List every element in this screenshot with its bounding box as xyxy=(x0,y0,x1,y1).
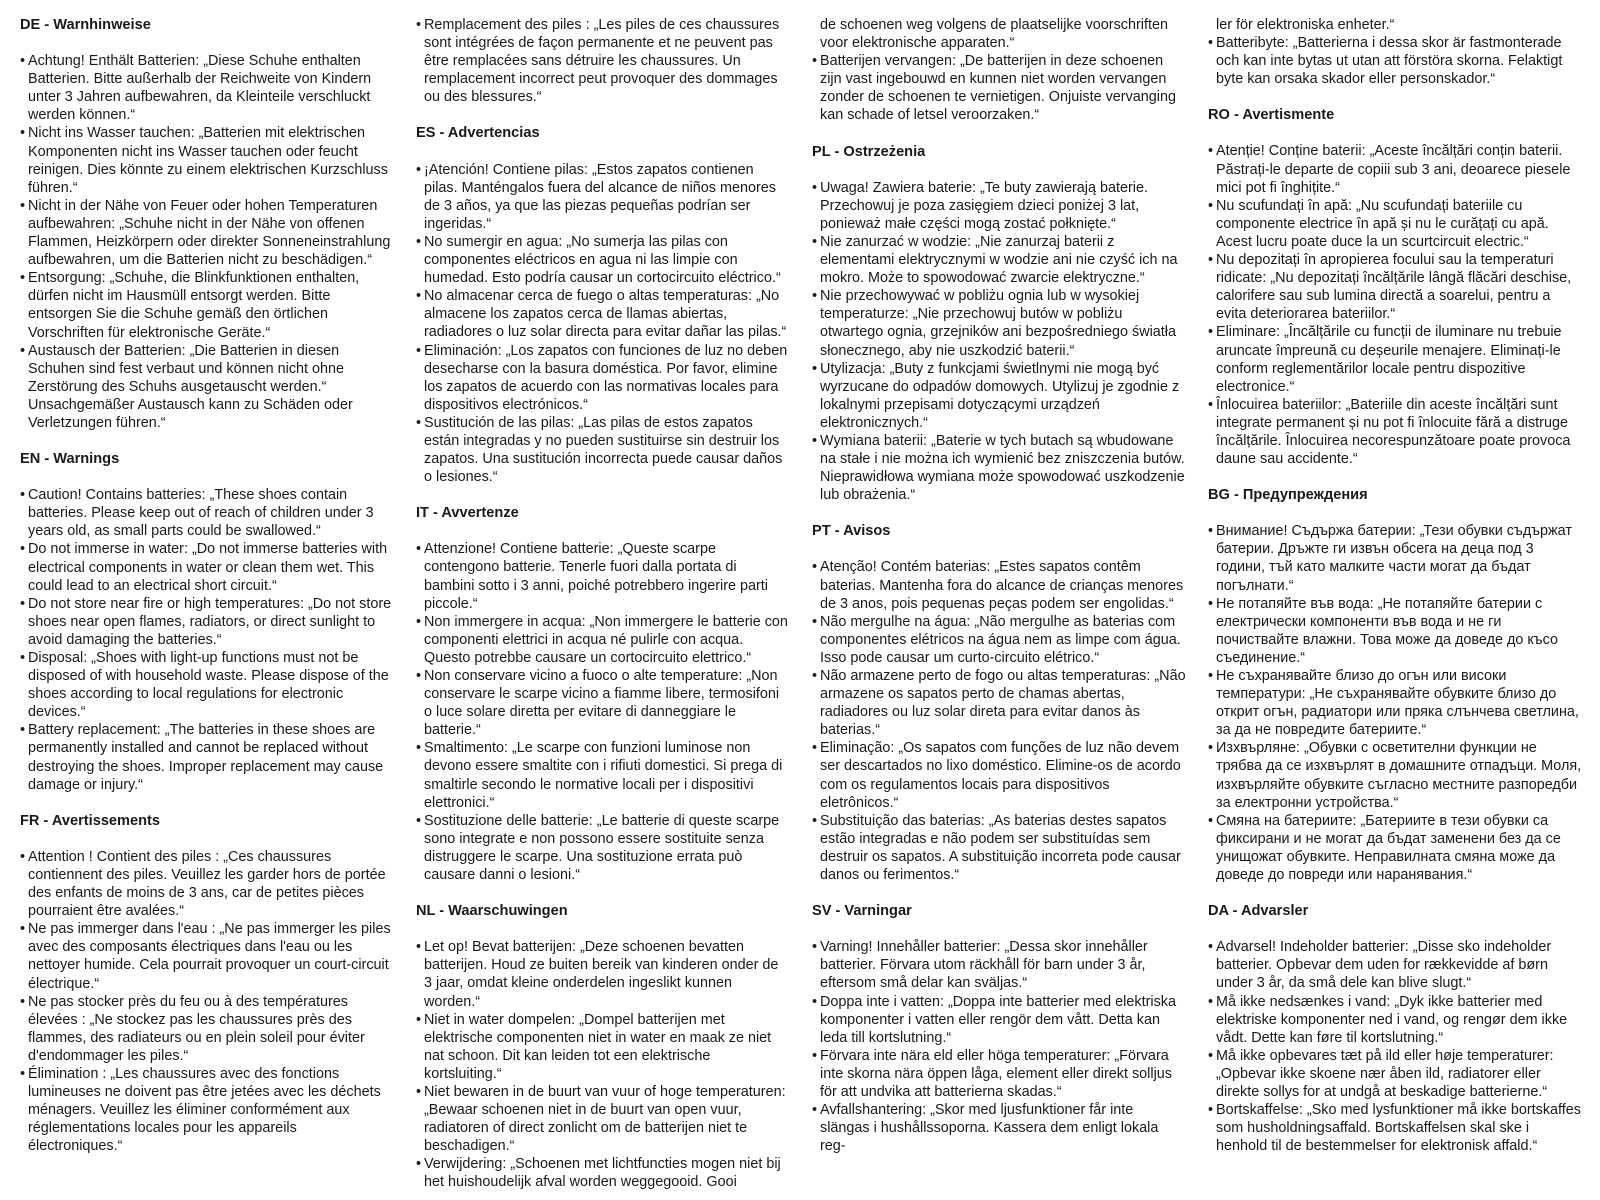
section-heading-ro: RO - Avertismente xyxy=(1208,107,1335,124)
section-heading-pt: PT - Avisos xyxy=(812,523,891,540)
warning-item: • Eliminação: „Os sapatos com funções de luz não devem ser descartados no lixo doméstico. Elimine-os de acordo com os regulamentos locais para dispositivos eletrônicos.“ xyxy=(812,739,1186,811)
section-it xyxy=(416,504,790,884)
warning-item: • Sostituzione delle batterie: „Le batterie di queste scarpe sono integrate e non possono essere sostituite senza distruggere le scarpe. Una sostituzione errata può causare danni o lesioni.“ xyxy=(416,812,790,884)
section-heading-sv: SV - Varningar xyxy=(812,903,912,920)
warning-item: • Do not immerse in water: „Do not immerse batteries with electrical components in water or clean them wet. This could lead to an electrical short circuit.“ xyxy=(20,540,394,594)
warning-item: • Let op! Bevat batterijen: „Deze schoenen bevatten batterijen. Houd ze buiten bereik van kinderen onder de 3 jaar, omdat kleine onderdelen ingeslikt kunnen worden.“ xyxy=(416,938,790,1010)
warning-item: • Ne pas stocker près du feu ou à des températures élevées : „Ne stockez pas les chaussures près des flammes, des radiateurs ou en plein soleil pour éviter d'endommager les piles.“ xyxy=(20,993,394,1065)
section-heading-en: EN - Warnings xyxy=(20,451,120,468)
warning-item: • Ne pas immerger dans l'eau : „Ne pas immerger les piles avec des composants électriques dans l'eau ou les nettoyer humide. Cela pourrait provoquer un court-circuit électrique.“ xyxy=(20,920,394,992)
warning-item: • Substituição das baterias: „As baterias destes sapatos estão integradas e não podem ser substituídas sem destruir os sapatos. A substituição incorreta pode causar danos ou ferimentos.“ xyxy=(812,812,1186,884)
warning-item: • Entsorgung: „Schuhe, die Blinkfunktionen enthalten, dürfen nicht im Hausmüll entsorgt werden. Bitte entsorgen Sie die Schuhe gemäß den örtlichen Vorschriften für elektronische Geräte.“ xyxy=(20,269,394,341)
section-pt xyxy=(812,522,1186,884)
section-ro xyxy=(1208,106,1582,468)
warning-item: • Eliminare: „Încălțările cu funcții de iluminare nu trebuie aruncate împreună cu deșeurile menajere. Eliminați-le conform reglementărilor locale pentru dispozitive electronice.“ xyxy=(1208,323,1582,395)
warning-item: • No sumergir en agua: „No sumerja las pilas con componentes eléctricos en agua ni las limpie con humedad. Esto podría causar un cortocircuito eléctrico.“ xyxy=(416,233,790,287)
warning-item: • Battery replacement: „The batteries in these shoes are permanently installed and cannot be replaced without destroying the shoes. Improper replacement may cause damage or injury.“ xyxy=(20,721,394,793)
warning-item: • Élimination : „Les chaussures avec des fonctions lumineuses ne doivent pas être jetées avec les déchets ménagers. Veuillez les éliminer conformément aux réglementations locales pour les appareils électroniques.“ xyxy=(20,1065,394,1155)
section-fr xyxy=(20,812,394,1156)
section-fr-continued xyxy=(416,16,790,106)
warning-item: • Disposal: „Shoes with light-up functions must not be disposed of with household waste. Please dispose of the shoes according to local regulations for electronic devices.“ xyxy=(20,649,394,721)
warnings-columns xyxy=(20,16,1588,1196)
warning-item: • Sustitución de las pilas: „Las pilas de estos zapatos están integradas y no pueden sustituirse sin destruir los zapatos. Una sustitución incorrecta puede causar daños o lesiones.“ xyxy=(416,414,790,486)
warning-item: • Varning! Innehåller batterier: „Dessa skor innehåller batterier. Förvara utom räckhåll för barn under 3 år, eftersom små delar kan sväljas.“ xyxy=(812,938,1186,992)
section-nl xyxy=(416,902,790,1191)
warning-item: • Attenzione! Contiene batterie: „Queste scarpe contengono batterie. Tenerle fuori dalla portata di bambini sotto i 3 anni, poiché potrebbero ingerire parti piccole.“ xyxy=(416,540,790,612)
warning-item: • Förvara inte nära eld eller höga temperaturer: „Förvara inte skorna nära öppen låga, element eller direkt solljus för att undvika att batterierna skadas.“ xyxy=(812,1047,1186,1101)
warning-item: • Atenção! Contém baterias: „Estes sapatos contêm baterias. Mantenha fora do alcance de crianças menores de 3 anos, pois pequenas peças podem ser engolidas.“ xyxy=(812,558,1186,612)
warning-item: • Må ikke opbevares tæt på ild eller høje temperaturer: „Opbevar ikke skoene nær åben ild, radiatorer eller direkte sollys for at undgå at beskadige batterierne.“ xyxy=(1208,1047,1582,1101)
section-da xyxy=(1208,902,1582,1155)
warning-item: • Não armazene perto de fogo ou altas temperaturas: „Não armazene os sapatos perto de chamas abertas, radiadores ou luz solar direta para evitar danos às baterias.“ xyxy=(812,667,1186,739)
warning-item: • Niet in water dompelen: „Dompel batterijen met elektrische componenten niet in water en maak ze niet nat schoon. Dit kan leiden tot een elektrische kortsluiting.“ xyxy=(416,1011,790,1083)
warning-item: • Må ikke nedsænkes i vand: „Dyk ikke batterier med elektriske komponenter ned i vand, og rengør dem ikke vådt. Dette kan føre til kortslutning.“ xyxy=(1208,993,1582,1047)
warning-item: • Remplacement des piles : „Les piles de ces chaussures sont intégrées de façon permanente et ne peuvent pas être remplacées sans détruire les chaussures. Un remplacement incorrect peut provoquer des dommages ou des blessures.“ xyxy=(416,16,790,106)
warning-item: • Não mergulhe na água: „Não mergulhe as baterias com componentes elétricos na água nem as limpe com água. Isso pode causar um curto-circuito elétrico.“ xyxy=(812,613,1186,667)
warning-item: • Bortskaffelse: „Sko med lysfunktioner må ikke bortskaffes som husholdningsaffald. Bortskaffelsen skal ske i henhold til de bestemmelser for elektronisk affald.“ xyxy=(1208,1101,1582,1155)
section-heading-es: ES - Advertencias xyxy=(416,125,540,142)
warning-item: • Atenție! Conține baterii: „Aceste încălțări conțin baterii. Păstrați-le departe de copiii sub 3 ani, deoarece piesele mici pot fi înghițite.“ xyxy=(1208,142,1582,196)
warning-item: • Doppa inte i vatten: „Doppa inte batterier med elektriska komponenter i vatten eller rengör dem vått. Detta kan leda till kortslutning.“ xyxy=(812,993,1186,1047)
warning-item: • Non conservare vicino a fuoco o alte temperature: „Non conservare le scarpe vicino a fiamme libere, termosifoni o luce solare diretta per evitare di danneggiare le batterie.“ xyxy=(416,667,790,739)
section-heading-nl: NL - Waarschuwingen xyxy=(416,903,568,920)
warning-item: • Niet bewaren in de buurt van vuur of hoge temperaturen: „Bewaar schoenen niet in de buurt van open vuur, radiatoren of direct zonlicht om de batterijen niet te beschadigen.“ xyxy=(416,1083,790,1155)
section-heading-de: DE - Warnhinweise xyxy=(20,17,151,33)
warning-item: • Achtung! Enthält Batterien: „Diese Schuhe enthalten Batterien. Bitte außerhalb der Reichweite von Kindern unter 3 Jahren aufbewahren, da Kleinteile verschluckt werden können.“ xyxy=(20,52,394,124)
column-2 xyxy=(416,16,790,1196)
section-pl xyxy=(812,143,1186,505)
warning-item: • Uwaga! Zawiera baterie: „Te buty zawierają baterie. Przechowuj je poza zasięgiem dzieci poniżej 3 lat, ponieważ małe części mogą zostać połknięte.“ xyxy=(812,179,1186,233)
section-heading-bg: BG - Предупреждения xyxy=(1208,487,1368,504)
warning-item: • ¡Atención! Contiene pilas: „Estos zapatos contienen pilas. Manténgalos fuera del alcance de niños menores de 3 años, ya que las piezas pequeñas podrían ser ingeridas.“ xyxy=(416,161,790,233)
warning-item: • Utylizacja: „Buty z funkcjami świetlnymi nie mogą być wyrzucane do odpadów domowych. Utylizuj je zgodnie z lokalnymi przepisami dotyczącymi urządzeń elektronicznych.“ xyxy=(812,360,1186,432)
warning-item: • Avfallshantering: „Skor med ljusfunktioner får inte slängas i hushållssoporna. Kassera dem enligt lokala reg- xyxy=(812,1101,1186,1155)
warning-item: • Внимание! Съдържа батерии: „Тези обувки съдържат батерии. Дръжте ги извън обсега на деца под 3 години, тъй като малките части могат да бъдат погълнати.“ xyxy=(1208,522,1582,594)
warning-item-continued: ler för elektroniska enheter.“ xyxy=(1216,17,1395,33)
warning-item-continued: de schoenen weg volgens de plaatselijke voorschriften voor elektronische apparaten.“ xyxy=(820,17,1168,52)
warning-item: • Nicht ins Wasser tauchen: „Batterien mit elektrischen Komponenten nicht ins Wasser tauchen oder feucht reinigen. Dies könnte zu einem elektrischen Kurzschluss führen.“ xyxy=(20,124,394,196)
warning-item: • Не потапяйте във вода: „Не потапяйте батерии с електрически компоненти във вода и не ги почиствайте влажни. Това може да доведе до късо съединение.“ xyxy=(1208,595,1582,667)
warning-item: • Batteribyte: „Batterierna i dessa skor är fastmonterade och kan inte bytas ut utan att förstöra skorna. Felaktigt byte kan orsaka skador eller personskador.“ xyxy=(1208,34,1582,88)
section-nl-continued xyxy=(812,16,1186,125)
warning-item: • Verwijdering: „Schoenen met lichtfuncties mogen niet bij het huishoudelijk afval worden weggegooid. Gooi xyxy=(416,1155,790,1191)
column-3 xyxy=(812,16,1186,1196)
warning-item: • Nie przechowywać w pobliżu ognia lub w wysokiej temperaturze: „Nie przechowuj butów w pobliżu otwartego ognia, grzejników ani bezpośredniego światła słonecznego, aby nie uszkodzić baterii.“ xyxy=(812,287,1186,359)
warning-item: • Nie zanurzać w wodzie: „Nie zanurzaj baterii z elementami elektrycznymi w wodzie ani nie czyść ich na mokro. Może to spowodować zwarcie elektryczne.“ xyxy=(812,233,1186,287)
warning-item: • Do not store near fire or high temperatures: „Do not store shoes near open flames, radiators, or direct sunlight to avoid damaging the batteries.“ xyxy=(20,595,394,649)
section-es xyxy=(416,124,790,486)
warning-item: • Nicht in der Nähe von Feuer oder hohen Temperaturen aufbewahren: „Schuhe nicht in der Nähe von offenen Flammen, Heizkörpern oder direkter Sonneneinstrahlung aufbewahren, um die Batterien nicht zu beschädigen.“ xyxy=(20,197,394,269)
warning-item: • Nu scufundați în apă: „Nu scufundați bateriile cu componente electrice în apă și nu le curățați cu apă. Acest lucru poate duce la un scurtcircuit electric.“ xyxy=(1208,197,1582,251)
section-sv xyxy=(812,902,1186,1155)
warning-item: • Caution! Contains batteries: „These shoes contain batteries. Please keep out of reach of children under 3 years old, as small parts could be swallowed.“ xyxy=(20,486,394,540)
warning-item: • No almacenar cerca de fuego o altas temperaturas: „No almacene los zapatos cerca de llamas abiertas, radiadores o luz solar directa para evitar dañar las pilas.“ xyxy=(416,287,790,341)
warning-item: • Смяна на батериите: „Батериите в тези обувки са фиксирани и не могат да бъдат заменени без да се унищожат обувките. Неправилната смяна може да доведе до повреди или наранявания.“ xyxy=(1208,812,1582,884)
warning-item: • Advarsel! Indeholder batterier: „Disse sko indeholder batterier. Opbevar dem uden for rækkevidde af børn under 3 år, da små dele kan blive slugt.“ xyxy=(1208,938,1582,992)
section-heading-da: DA - Advarsler xyxy=(1208,903,1309,920)
section-heading-it: IT - Avvertenze xyxy=(416,505,519,522)
section-bg xyxy=(1208,486,1582,884)
warning-item: • Wymiana baterii: „Baterie w tych butach są wbudowane na stałe i nie można ich wymienić bez zniszczenia butów. Nieprawidłowa wymiana może spowodować uszkodzenie lub obrażenia.“ xyxy=(812,432,1186,504)
warning-item: • Attention ! Contient des piles : „Ces chaussures contiennent des piles. Veuillez les garder hors de portée des enfants de moins de 3 ans, car de petites pièces pourraient être avalées.“ xyxy=(20,848,394,920)
warning-item: • Изхвърляне: „Обувки с осветителни функции не трябва да се изхвърлят в домашните отпадъци. Моля, изхвърляйте обувките съгласно местните разпоредби за електронни устройства.“ xyxy=(1208,739,1582,811)
warning-item: • Batterijen vervangen: „De batterijen in deze schoenen zijn vast ingebouwd en kunnen niet worden vervangen zonder de schoenen te vernietigen. Onjuiste vervanging kan schade of letsel veroorzaken.“ xyxy=(812,52,1186,124)
section-en xyxy=(20,450,394,794)
warning-item: • Austausch der Batterien: „Die Batterien in diesen Schuhen sind fest verbaut und können nicht ohne Zerstörung des Schuhs ausgetauscht werden.“ Unsachgemäßer Austausch kann zu Schäden oder Verletzungen führen.“ xyxy=(20,342,394,432)
section-heading-fr: FR - Avertissements xyxy=(20,812,161,829)
warning-item: • Non immergere in acqua: „Non immergere le batterie con componenti elettrici in acqua né pulirle con acqua. Questo potrebbe causare un cortocircuito elettrico.“ xyxy=(416,613,790,667)
column-1 xyxy=(20,16,394,1196)
warning-item: • Nu depozitați în apropierea focului sau la temperaturi ridicate: „Nu depozitați încălțările lângă flăcări deschise, calorifere sau sub lumina directă a soarelui, pentru a evita deteriorarea bateriilor.“ xyxy=(1208,251,1582,323)
section-sv-continued xyxy=(1208,16,1582,88)
section-de xyxy=(20,16,394,432)
warning-item: • Eliminación: „Los zapatos con funciones de luz no deben desecharse con la basura doméstica. Por favor, elimine los zapatos de acuerdo con las normativas locales para dispositivos electrónicos.“ xyxy=(416,342,790,414)
warning-item: • Înlocuirea bateriilor: „Bateriile din aceste încălțări sunt integrate permanent și nu pot fi înlocuite fără a distruge încălțările. Înlocuirea necorespunzătoare poate provoca daune sau accidente.“ xyxy=(1208,396,1582,468)
column-4 xyxy=(1208,16,1582,1196)
warning-item: • Не съхранявайте близо до огън или високи температури: „Не съхранявайте обувките близо до открит огън, радиатори или пряка слънчева светлина, за да не повредите батериите.“ xyxy=(1208,667,1582,739)
warning-item: • Smaltimento: „Le scarpe con funzioni luminose non devono essere smaltite con i rifiuti domestici. Si prega di smaltirle secondo le normative locali per i dispositivi elettronici.“ xyxy=(416,739,790,811)
section-heading-pl: PL - Ostrzeżenia xyxy=(812,143,926,160)
